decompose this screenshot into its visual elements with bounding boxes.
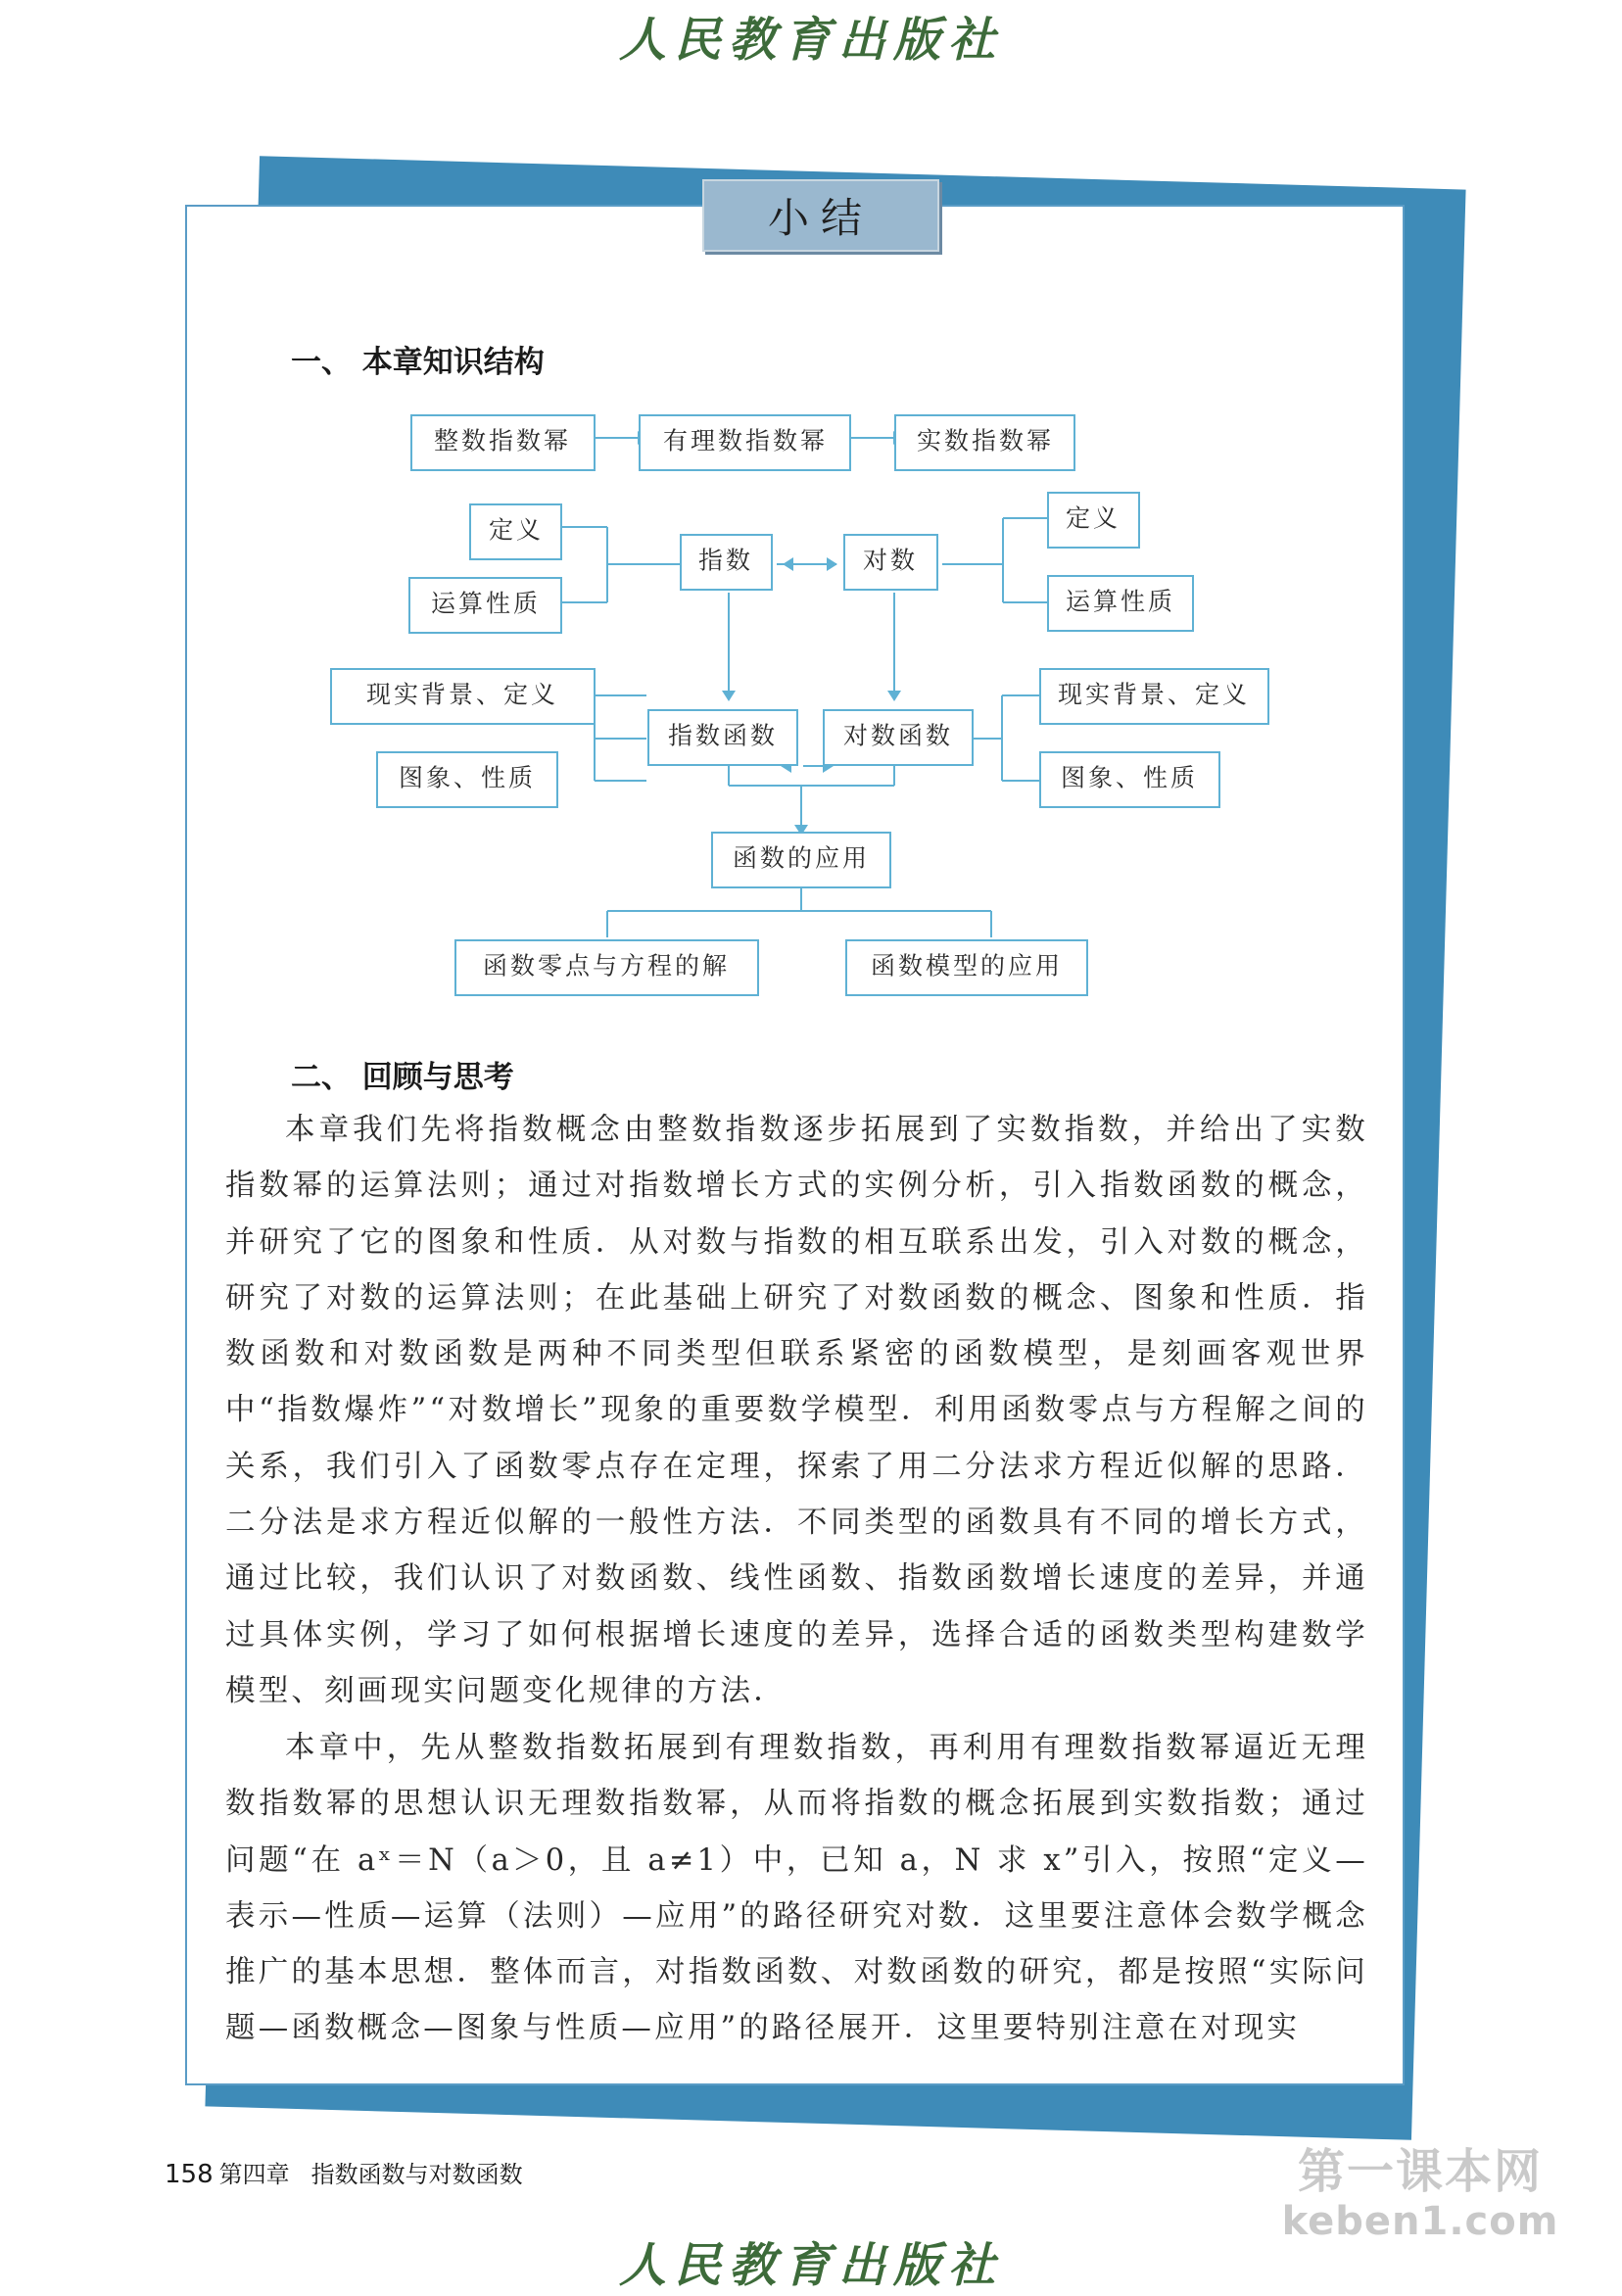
node-label: 指数函数 — [667, 721, 779, 750]
diagram-node-real-power — [895, 415, 1074, 470]
diagram-node-expfn-background — [331, 669, 595, 724]
node-label: 函数零点与方程的解 — [482, 951, 731, 981]
node-label: 对数 — [862, 546, 919, 575]
knowledge-structure-diagram — [0, 0, 1622, 1038]
node-label: 实数指数幂 — [916, 426, 1055, 455]
diagram-node-application — [712, 833, 890, 887]
diagram-node-log-properties — [1048, 576, 1193, 631]
diagram-node-model-application — [846, 940, 1087, 995]
diagram-node-logfn-graph — [1040, 752, 1219, 807]
review-paragraph-1: 本章我们先将指数概念由整数指数逐步拓展到了实数指数，并给出了实数指数幂的运算法则；通过对指数增长方式的实例分析，引入指数函数的概念，并研究了它的图象和性质．从对数与指数的相互联系出发，引入对数的概念，研究了对数的运算法则；在此基础上研究了对数函数的概念、图象和性质．指数函数和对数函数是两种不同类型但联系紧密的函数模型，是刻画客观世界中“指数爆炸”“对数增长”现象的重要数学模型．利用函数零点与方程解之间的关系，我们引入了函数零点存在定理，探索了用二分法求方程近似解的思路．二分法是求方程近似解的一般性方法．不同类型的函数具有不同的增长方式，通过比较，我们认识了对数函数、线性函数、指数函数增长速度的差异，并通过具体实例，学习了如何根据增长速度的差异，选择合适的函数类型构建数学模型、刻画现实问题变化规律的方法． — [225, 1113, 1368, 1708]
node-label: 对数函数 — [842, 721, 954, 750]
diagram-arrowheads — [638, 431, 904, 836]
review-heading: 二、 回顾与思考 — [291, 1060, 514, 1095]
diagram-node-exponent — [681, 535, 772, 590]
node-label: 定义 — [488, 515, 545, 545]
node-label: 函数的应用 — [732, 843, 871, 873]
knowledge-structure-heading: 一、 本章知识结构 — [291, 345, 545, 380]
node-label: 指数 — [697, 546, 754, 575]
diagram-node-zeros-equations — [455, 940, 758, 995]
diagram-node-log-function — [824, 710, 973, 765]
review-paragraph-2: 本章中，先从整数指数拓展到有理数指数，再利用有理数指数幂逼近无理数指数幂的思想认识无理数指数幂，从而将指数的概念拓展到实数指数；通过问题“在 aˣ＝N（a＞0，且 a≠1）中，已知 a，N 求 x”引入，按照“定义—表示—性质—运算（法则）—应用”的路径研究对数．这里要注意体会数学概念推广的基本思想．整体而言，对指数函数、对数函数的研究，都是按照“实际问题—函数概念—图象与性质—应用”的路径展开．这里要特别注意在对现实 — [225, 1731, 1368, 2046]
diagram-node-exp-definition — [470, 504, 561, 559]
diagram-node-expfn-graph — [377, 752, 557, 807]
chapter-title: 指数函数与对数函数 — [310, 2161, 523, 2188]
diagram-node-exp-properties — [409, 578, 561, 633]
watermark-name: 第一课本网 — [1297, 2144, 1543, 2199]
diagram-node-rational-power — [640, 415, 850, 470]
chapter-label: 第四章 — [218, 2161, 290, 2188]
publisher-logo-top: 人民教育出版社 — [618, 13, 1003, 68]
page-number: 158 — [165, 2160, 214, 2189]
diagram-node-logfn-background — [1040, 669, 1268, 724]
section-title: 小结 — [702, 179, 939, 252]
node-label: 图象、性质 — [398, 763, 537, 792]
node-label: 整数指数幂 — [433, 426, 572, 455]
node-label: 现实背景、定义 — [365, 680, 559, 709]
node-label: 图象、性质 — [1060, 763, 1199, 792]
node-label: 有理数指数幂 — [662, 426, 829, 455]
diagram-node-integer-power — [411, 415, 595, 470]
node-label: 函数模型的应用 — [870, 951, 1064, 981]
diagram-node-log-definition — [1048, 493, 1139, 548]
page-footer — [165, 2155, 523, 2189]
diagram-node-exp-function — [648, 710, 797, 765]
node-label: 运算性质 — [1065, 587, 1176, 616]
node-label: 运算性质 — [430, 589, 542, 618]
node-label: 定义 — [1065, 503, 1121, 533]
node-label: 现实背景、定义 — [1057, 680, 1251, 709]
diagram-node-logarithm — [844, 535, 937, 590]
watermark-url: keben1.com — [1281, 2199, 1559, 2245]
publisher-logo-bottom: 人民教育出版社 — [618, 2238, 1003, 2293]
